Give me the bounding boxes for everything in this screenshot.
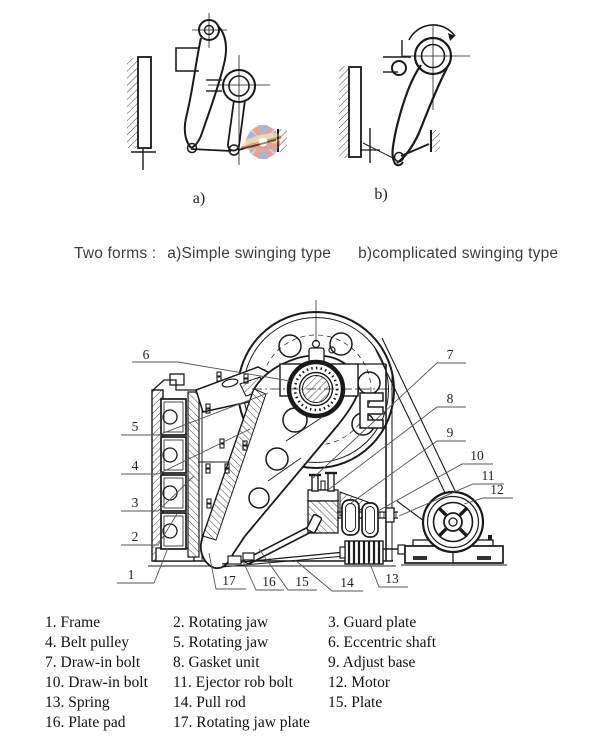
fixed-wall [349,67,361,157]
part-label-12: 12 [490,482,504,497]
connecting-rod [228,100,245,151]
part-label-14: 14 [340,575,354,590]
part-label-3: 3 [131,495,139,510]
part-label-6: 6 [142,347,150,362]
part-label-7: 7 [446,347,454,362]
part-item: 11. Ejector rob bolt [173,674,293,691]
simple-swing-diagram [127,13,287,207]
fixed-jaw-plate [188,392,199,557]
parts-list-row [45,693,575,713]
wall-hatch [127,58,138,148]
caption-type-a: a)Simple swinging type [167,245,332,262]
part-item: 10. Draw-in bolt [45,674,148,691]
part-label-10: 10 [470,448,484,463]
draw-in-bolts [309,473,337,491]
part-label-13: 13 [385,571,399,586]
wall-hatch [339,66,349,158]
part-item: 15. Plate [328,694,383,711]
part-label-15: 15 [295,574,309,589]
part-item: 17. Rotating jaw plate [173,714,310,731]
pivot-joint [392,61,406,75]
part-item: 1. Frame [45,614,101,631]
guard-plates [161,399,186,549]
frame-bracket [360,393,383,428]
guard-plate-block [161,399,186,435]
figure-label-b: b) [374,186,388,203]
complicated-swing-diagram [339,25,470,203]
part-item: 2. Rotating jaw [173,614,269,631]
nut [386,508,394,522]
part-item: 5. Rotating jaw [173,634,269,651]
part-label-2: 2 [131,529,139,544]
toggle-link [401,144,429,156]
part-item: 4. Belt pulley [45,634,129,651]
part-item [328,713,575,733]
crusher-diagram [117,300,513,591]
plate [243,553,254,560]
guard-plate-block [161,475,186,511]
part-label-16: 16 [262,574,276,589]
guard-plate-block [161,437,186,473]
figure-caption [74,245,558,263]
caption-prefix: Two forms : [74,245,157,262]
parts-list-row [45,633,575,653]
parts-list [45,613,575,733]
parts-list-row [45,613,575,633]
part-label-11: 11 [481,468,495,483]
part-item: 8. Gasket unit [173,654,260,671]
guard-plate-block [161,513,186,549]
caption-type-b: b)complicated swinging type [358,245,559,262]
part-label-8: 8 [446,391,454,406]
parts-list-row [45,673,575,693]
part-item: 6. Eccentric shaft [328,634,437,651]
fixed-wall [138,57,151,148]
part-label-1: 1 [127,567,135,582]
parts-list-row [45,653,575,673]
parts-list-row [45,713,575,733]
part-item: 13. Spring [45,694,110,711]
part-item: 7. Draw-in bolt [45,654,141,671]
part-item: 14. Pull rod [173,694,246,711]
part-label-17: 17 [222,573,236,588]
figure-label-a: a) [192,190,206,207]
adjust-base-block [342,500,359,535]
adjust-mechanism [308,473,398,537]
spring [340,541,405,564]
part-item: 12. Motor [328,674,390,691]
part-label-4: 4 [131,458,139,473]
part-label-5: 5 [131,419,139,434]
plate-pad [228,556,241,564]
swing-jaw [185,38,201,148]
swing-jaw [393,65,421,161]
toggle-strut [246,524,314,559]
part-item: 16. Plate pad [45,714,126,731]
part-label-9: 9 [446,425,454,440]
part-item: 3. Guard plate [328,614,417,631]
adjust-base-block [362,503,378,537]
part-item: 9. Adjust base [328,654,416,671]
